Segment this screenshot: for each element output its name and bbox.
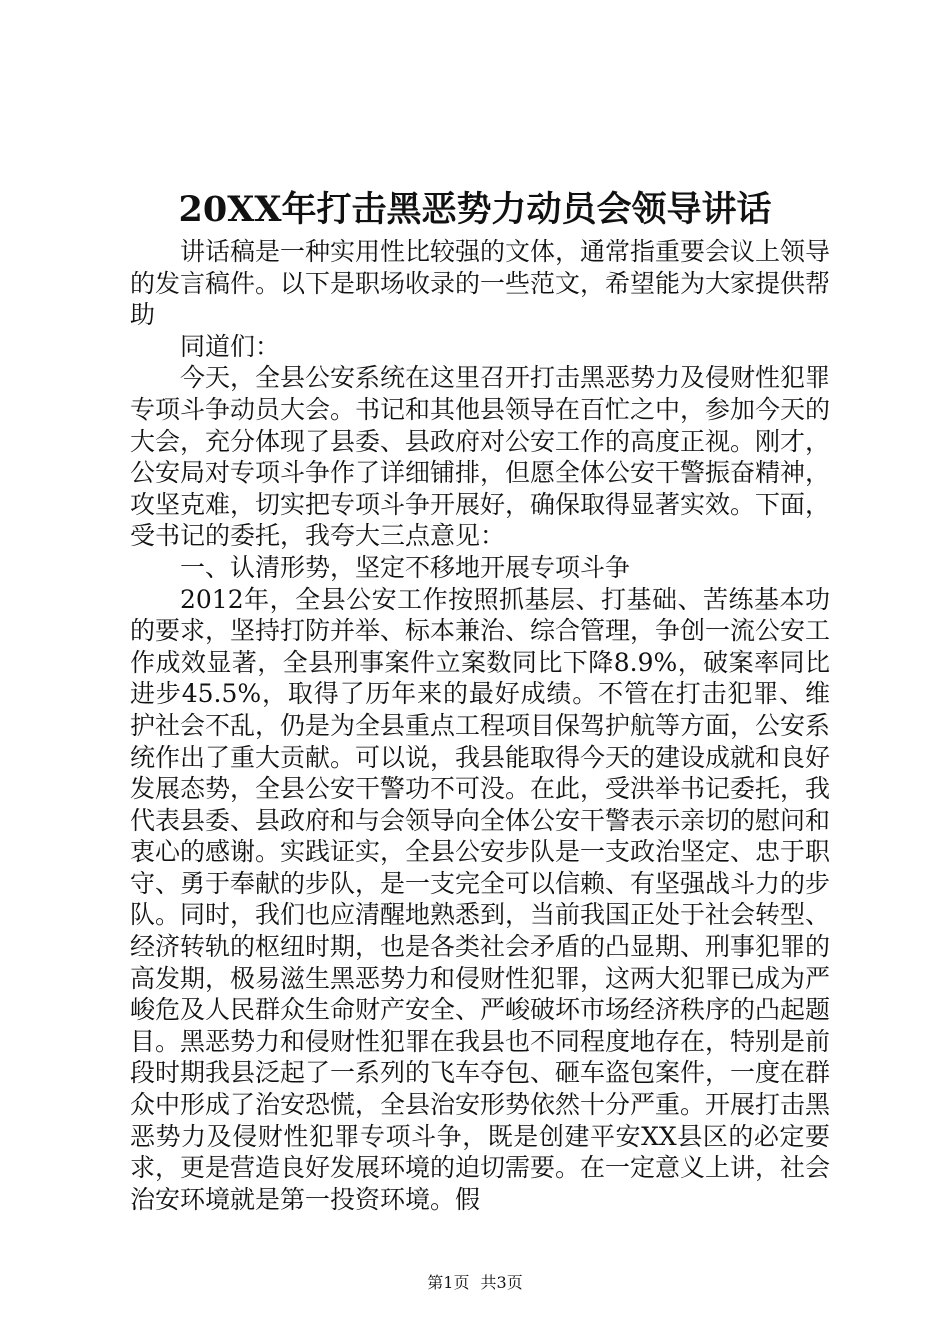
- page-total: 共3页: [480, 1273, 523, 1292]
- document-body: [130, 236, 830, 1215]
- section-heading: 一、认清形势，坚定不移地开展专项斗争: [180, 552, 631, 582]
- opening-paragraph: 今天，全县公安系统在这里召开打击黑恶势力及侵财性犯罪专项斗争动员大会。书记和其他县领导在百忙之中，参加今天的大会，充分体现了县委、县政府对公安工作的高度正视。刚才，公安局对专项斗争作了详细铺排，但愿全体公安干警振奋精神，攻坚克难，切实把专项斗争开展好，确保取得显著实效。下面，受书记的委托，我夸大三点意见：: [130, 363, 831, 551]
- page-number: 第1页: [427, 1273, 470, 1292]
- intro-paragraph: 讲话稿是一种实用性比较强的文体，通常指重要会议上领导的发言稿件。以下是职场收录的一些范文，希望能为大家提供帮助: [130, 237, 831, 330]
- document-title: 20XX年打击黑恶势力动员会领导讲话: [178, 189, 772, 230]
- section-paragraph: 2012年，全县公安工作按照抓基层、打基础、苦练基本功的要求，坚持打防并举、标本兼治、综合管理，争创一流公安工作成效显著，全县刑事案件立案数同比下降8.9%，破案率同比进步45.5%，取得了历年来的最好成绩。不管在打击犯罪、维护社会不乱，仍是为全县重点工程项目保驾护航等方面，公安系统作出了重大贡献。可以说，我县能取得今天的建设成就和良好发展态势，全县公安干警功不可没。在此，受洪举书记委托，我代表县委、县政府和与会领导向全体公安干警表示亲切的慰问和衷心的感谢。实践证实，全县公安步队是一支政治坚定、忠于职守、勇于奉献的步队，是一支完全可以信赖、有坚强战斗力的步队。同时，我们也应清醒地熟悉到，当前我国正处于社会转型、经济转轨的枢纽时期，也是各类社会矛盾的凸显期、刑事犯罪的高发期，极易滋生黑恶势力和侵财性犯罪，这两大犯罪已成为严峻危及人民群众生命财产安全、严峻破坏市场经济秩序的凸起题目。黑恶势力和侵财性犯罪在我县也不同程度地存在，特别是前段时期我县泛起了一系列的飞车夺包、砸车盗包案件，一度在群众中形成了治安恐慌，全县治安形势依然十分严重。开展打击黑恶势力及侵财性犯罪专项斗争，既是创建平安XX县区的必定要求，更是营造良好发展环境的迫切需要。在一定意义上讲，社会治安环境就是第一投资环境。假: [130, 584, 831, 1214]
- page-footer: [0, 1273, 950, 1293]
- salutation-paragraph: 同道们：: [180, 331, 281, 361]
